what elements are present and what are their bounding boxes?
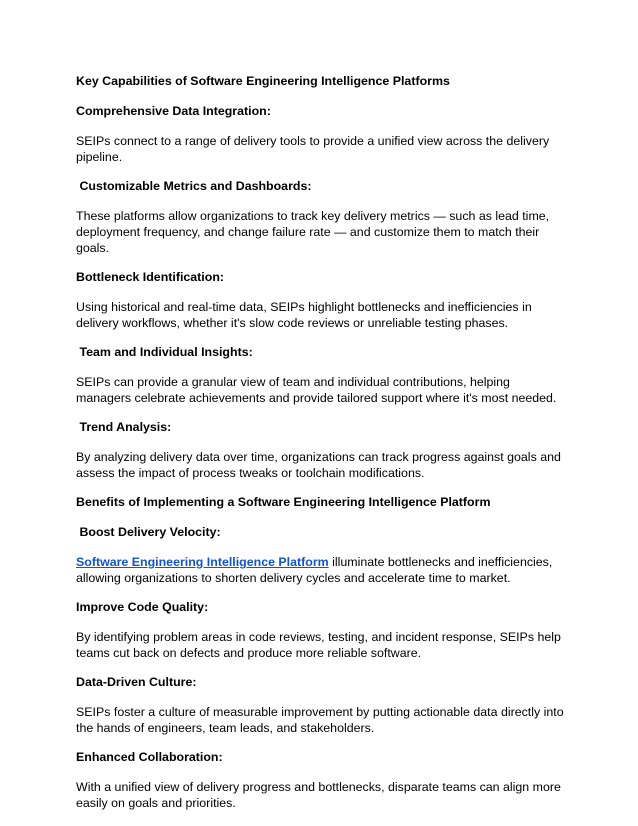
section-heading-data-integration: Comprehensive Data Integration:: [76, 104, 271, 118]
section-body-data-integration: SEIPs connect to a range of delivery tools to provide a unified view across the delivery pipeline.: [76, 134, 553, 164]
section-body-data-driven-culture: SEIPs foster a culture of measurable improvement by putting actionable data directly into the hands of engineers, team leads, and stakeholders.: [76, 705, 568, 735]
section-heading-metrics-dashboards: Customizable Metrics and Dashboards:: [76, 179, 312, 193]
capabilities-title: Key Capabilities of Software Engineering Intelligence Platforms: [76, 74, 450, 88]
section-heading-data-driven-culture: Data-Driven Culture:: [76, 675, 197, 689]
seip-link[interactable]: Software Engineering Intelligence Platform: [76, 555, 329, 569]
section-heading-delivery-velocity: Boost Delivery Velocity:: [76, 525, 221, 539]
section-body-trend-analysis: By analyzing delivery data over time, organizations can track progress against goals and assess the impact of process tweaks or toolchain modifications.: [76, 450, 565, 480]
section-heading-trend-analysis: Trend Analysis:: [76, 420, 172, 434]
benefits-title: Benefits of Implementing a Software Engineering Intelligence Platform: [76, 495, 491, 509]
section-heading-team-insights: Team and Individual Insights:: [76, 345, 253, 359]
section-body-metrics-dashboards: These platforms allow organizations to track key delivery metrics — such as lead time, deployment frequency, and change failure rate — and customize them to match their goals.: [76, 209, 553, 255]
section-heading-code-quality: Improve Code Quality:: [76, 600, 209, 614]
section-body-code-quality: By identifying problem areas in code reviews, testing, and incident response, SEIPs help teams cut back on defects and produce more reliable software.: [76, 630, 565, 660]
section-heading-collaboration: Enhanced Collaboration:: [76, 750, 223, 764]
section-body-collaboration: With a unified view of delivery progress and bottlenecks, disparate teams can align more easily on goals and priorities.: [76, 780, 565, 810]
section-body-bottleneck: Using historical and real-time data, SEIPs highlight bottlenecks and inefficiencies in delivery workflows, whether it's slow code reviews or unreliable testing phases.: [76, 300, 536, 330]
section-body-delivery-velocity-text: illuminate bottlenecks and inefficiencies, allowing organizations to shorten delivery cycles and accelerate time to market.: [76, 555, 556, 585]
section-body-delivery-velocity: [76, 554, 568, 586]
section-heading-bottleneck: Bottleneck Identification:: [76, 270, 225, 284]
section-body-team-insights: SEIPs can provide a granular view of team and individual contributions, helping managers celebrate achievements and provide tailored support where it's most needed.: [76, 375, 557, 405]
